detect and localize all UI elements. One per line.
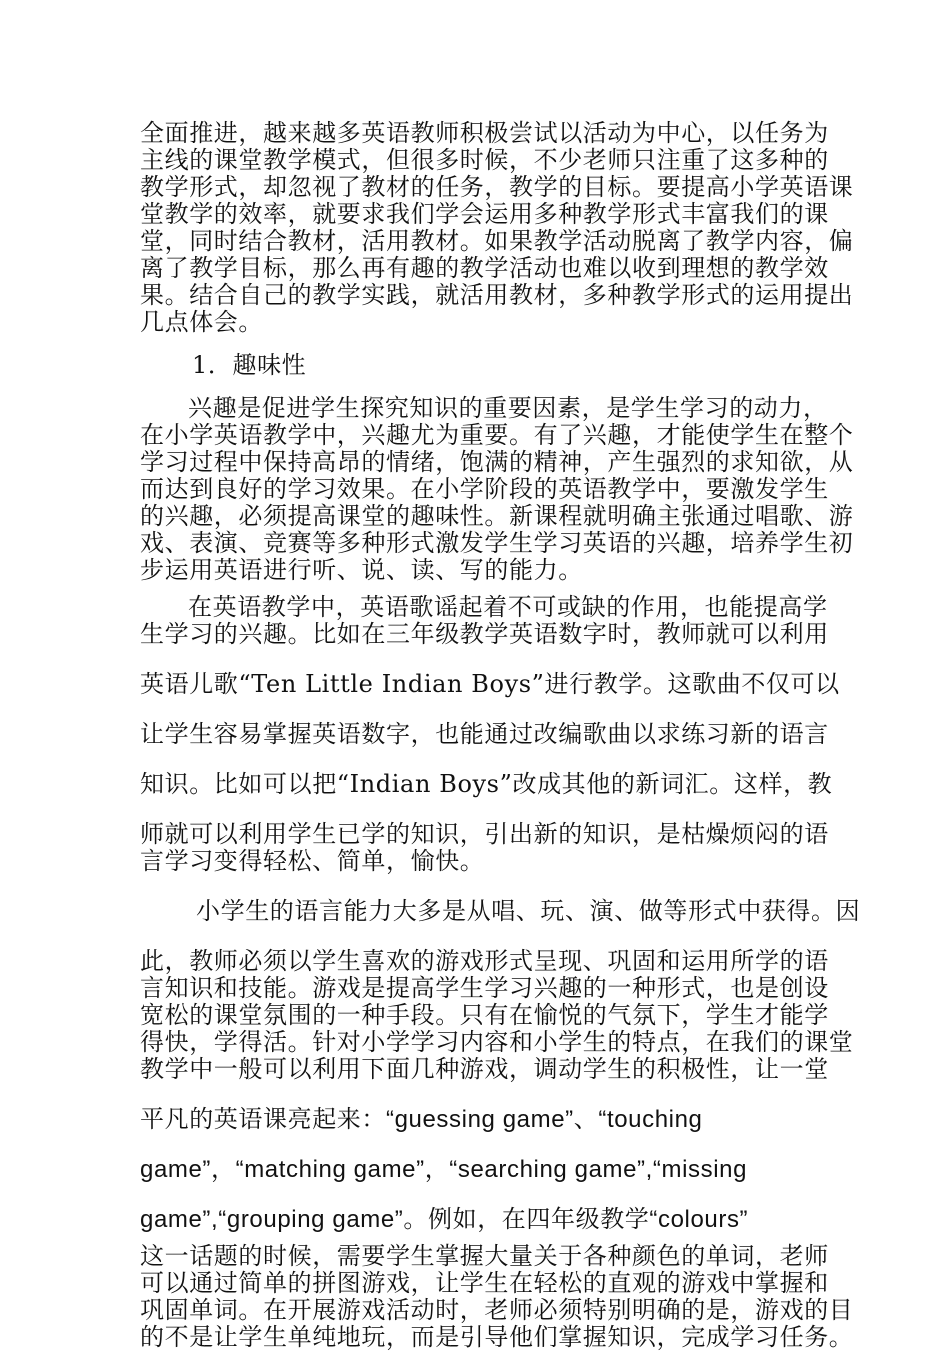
text-line: 而达到良好的学习效果。在小学阶段的英语教学中，要激发学生 — [140, 475, 829, 503]
text-line: 主线的课堂教学模式，但很多时候，不少老师只注重了这多种的 — [140, 146, 829, 174]
text-line: 步运用英语进行听、说、读、写的能力。 — [140, 556, 583, 584]
text-line: 在英语教学中，英语歌谣起着不可或缺的作用，也能提高学 — [188, 593, 828, 621]
text-line: 戏、表演、竞赛等多种形式激发学生学习英语的兴趣，培养学生初 — [140, 529, 854, 557]
intro-paragraph — [140, 119, 854, 336]
paragraph-games — [140, 897, 861, 1233]
text-line-games: game”,“grouping game”。例如，在四年级教学“colours” — [140, 1206, 749, 1233]
section-heading: 1．趣味性 — [192, 351, 307, 379]
text-line: 这一话题的时候，需要学生掌握大量关于各种颜色的单词，老师 — [140, 1242, 829, 1270]
text-line: 果。结合自己的教学实践，就活用教材，多种教学形式的运用提出 — [140, 281, 854, 309]
text-line: 兴趣是促进学生探究知识的重要因素，是学生学习的动力， — [188, 394, 828, 422]
text-line: 巩固单词。在开展游戏活动时，老师必须特别明确的是，游戏的目 — [140, 1296, 854, 1324]
text-line: 英语儿歌“Ten Little Indian Boys”进行教学。这歌曲不仅可以 — [140, 670, 840, 698]
text-line: 言学习变得轻松、简单，愉快。 — [140, 847, 485, 875]
text-line: 师就可以利用学生已学的知识，引出新的知识，是枯燥烦闷的语 — [140, 820, 829, 848]
text-line: 小学生的语言能力大多是从唱、玩、演、做等形式中获得。因 — [196, 897, 861, 925]
text-line: 堂教学的效率，就要求我们学会运用多种教学形式丰富我们的课 — [140, 200, 829, 228]
text-line: 的不是让学生单纯地玩，而是引导他们掌握知识，完成学习任务。 — [140, 1323, 854, 1351]
paragraph-interest — [140, 394, 854, 584]
text-line: 的兴趣，必须提高课堂的趣味性。新课程就明确主张通过唱歌、游 — [140, 502, 854, 530]
text-line: 教学中一般可以利用下面几种游戏，调动学生的积极性，让一堂 — [140, 1055, 829, 1083]
text-line: 学习过程中保持高昂的情绪，饱满的精神，产生强烈的求知欲，从 — [140, 448, 854, 476]
text-line: 得快，学得活。针对小学学习内容和小学生的特点，在我们的课堂 — [140, 1028, 854, 1056]
text-line: 言知识和技能。游戏是提高学生学习兴趣的一种形式，也是创设 — [140, 974, 829, 1002]
text-line-games: game”，“matching game”，“searching game”,“missing — [140, 1156, 748, 1183]
text-line: 宽松的课堂氛围的一种手段。只有在愉悦的气氛下，学生才能学 — [140, 1001, 829, 1029]
text-line: 教学形式，却忽视了教材的任务，教学的目标。要提高小学英语课 — [140, 173, 854, 201]
paragraph-colours — [140, 1242, 854, 1351]
text-line: 可以通过简单的拼图游戏，让学生在轻松的直观的游戏中掌握和 — [140, 1269, 829, 1297]
text-line: 知识。比如可以把“Indian Boys”改成其他的新词汇。这样，教 — [140, 770, 833, 798]
text-line: 此，教师必须以学生喜欢的游戏形式呈现、巩固和运用所学的语 — [140, 947, 829, 975]
document-page — [140, 119, 861, 1351]
text-line: 全面推进，越来越多英语教师积极尝试以活动为中心，以任务为 — [140, 119, 829, 147]
text-line: 让学生容易掌握英语数字，也能通过改编歌曲以求练习新的语言 — [140, 720, 829, 748]
text-line: 堂，同时结合教材，活用教材。如果教学活动脱离了教学内容，偏 — [140, 227, 854, 255]
text-line: 离了教学目标，那么再有趣的教学活动也难以收到理想的教学效 — [140, 254, 829, 282]
text-line: 在小学英语教学中，兴趣尤为重要。有了兴趣，才能使学生在整个 — [140, 421, 854, 449]
text-line-games: 平凡的英语课亮起来：“guessing game”、“touching — [140, 1106, 703, 1133]
text-line: 生学习的兴趣。比如在三年级教学英语数字时，教师就可以利用 — [140, 620, 829, 648]
paragraph-songs — [140, 593, 840, 875]
text-line: 几点体会。 — [140, 308, 263, 336]
